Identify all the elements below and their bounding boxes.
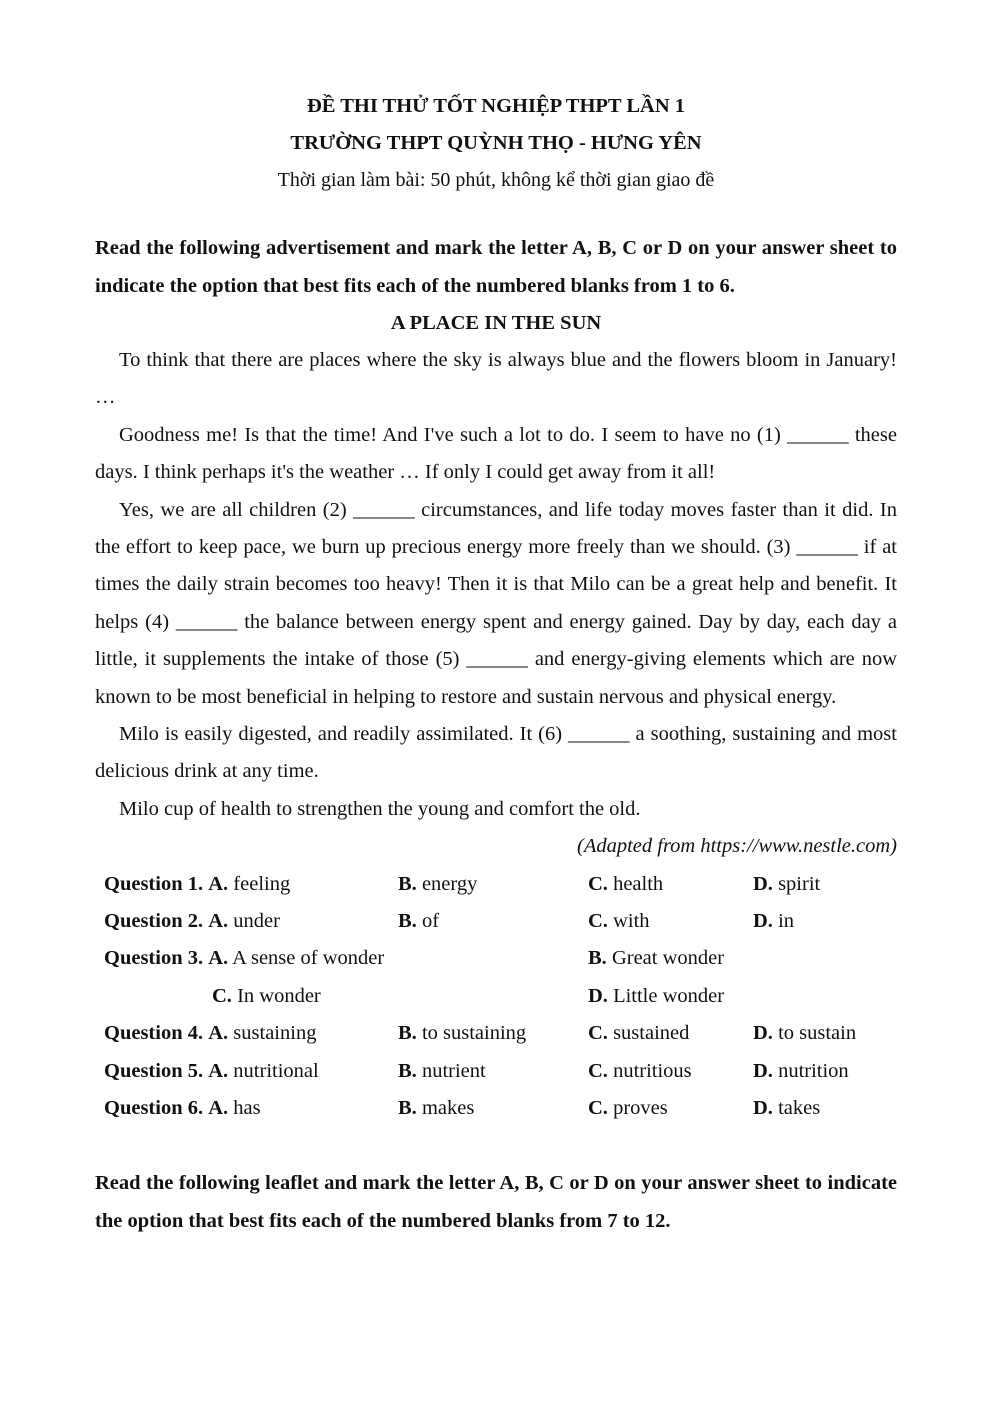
exam-header [95,88,897,199]
option-text: nutritional [233,1059,319,1082]
option-text: in [778,910,795,933]
question-4-option-c[interactable] [588,1015,689,1052]
option-letter: C. [588,1022,608,1045]
question-3-option-c[interactable] [212,978,321,1015]
option-text: has [233,1097,261,1120]
question-3-option-d[interactable] [588,978,724,1015]
passage-title: A PLACE IN THE SUN [390,312,602,334]
option-letter: B. [588,947,607,970]
option-text: takes [778,1097,821,1120]
passage-paragraph: To think that there are places where the sky is always blue and the flowers bloom in January! … [95,349,897,409]
option-text: of [421,910,440,933]
question-2-option-b[interactable] [398,903,439,940]
option-text: sustaining [233,1022,317,1045]
question-4-option-d[interactable] [753,1015,856,1052]
question-label: Question 2. [104,910,204,933]
option-letter: D. [753,872,773,895]
option-text: health [613,872,664,895]
question-row [104,903,897,940]
question-row [104,1053,897,1090]
passage-paragraph: Yes, we are all children (2) ______ circumstances, and life today moves faster than it did. In the effort to keep pace, we burn up precious energy more freely than we should. (3) ______ if at times the daily strain becomes too heavy! Then it is that Milo can be a great help and benefit. It helps (4) ______ the balance between energy spent and energy gained. Day by day, each day a little, it supplements the intake of those (5) ______ and energy-giving elements which are now known to be most beneficial in helping to restore and sustain nervous and physical energy. [95,498,897,708]
exam-title: ĐỀ THI THỬ TỐT NGHIỆP THPT LẦN 1 [306,95,686,117]
passage-paragraph: Goodness me! Is that the time! And I've such a lot to do. I seem to have no (1) ______ these days. I think perhaps it's the weather … If only I could get away from it all! [95,423,897,484]
question-row [104,866,897,903]
school-name: TRƯỜNG THPT QUỲNH THỌ - HƯNG YÊN [290,132,702,154]
question-5-option-a[interactable] [104,1053,319,1090]
exam-page [95,88,897,1240]
option-text: with [613,910,650,933]
option-text: makes [421,1097,475,1120]
question-label: Question 5. [104,1059,204,1082]
question-label: Question 3. [104,947,204,970]
passage-source: (Adapted from https://www.nestle.com) [577,835,897,858]
option-text: Little wonder [613,984,725,1007]
option-letter: D. [753,910,773,933]
passage-paragraph: Milo is easily digested, and readily assimilated. It (6) ______ a soothing, sustaining and most delicious drink at any time. [95,723,897,783]
option-letter: C. [588,872,608,895]
option-letter: B. [398,1097,417,1120]
option-letter: A. [208,1022,229,1045]
option-letter: A. [208,910,229,933]
question-2-option-a[interactable] [104,903,280,940]
option-letter: D. [588,984,608,1007]
option-text: to sustain [778,1022,857,1045]
option-letter: D. [753,1097,773,1120]
option-text: In wonder [237,984,321,1007]
question-1-option-d[interactable] [753,866,820,903]
option-letter: A. [208,1097,229,1120]
question-4-option-a[interactable] [104,1015,316,1052]
option-letter: C. [588,1097,608,1120]
question-label: Question 1. [104,872,204,895]
question-2-option-c[interactable] [588,903,650,940]
option-letter: C. [588,1059,608,1082]
question-3-option-b[interactable] [588,940,724,977]
question-row [104,940,897,977]
option-text: under [233,910,280,933]
question-label: Question 6. [104,1097,204,1120]
option-text: Great wonder [611,947,725,970]
option-text: to sustaining [421,1022,527,1045]
question-row [104,1015,897,1052]
option-letter: B. [398,872,417,895]
question-4-option-b[interactable] [398,1015,526,1052]
question-list [104,866,897,1128]
question-6-option-c[interactable] [588,1090,668,1127]
option-letter: A. [208,1059,229,1082]
question-row [104,1090,897,1127]
section2-instruction: Read the following leaflet and mark the letter A, B, C or D on your answer sheet to indicate the option that best fits each of the numbered blanks from 7 to 12. [95,1172,897,1232]
question-6-option-b[interactable] [398,1090,474,1127]
option-text: energy [421,872,478,895]
option-letter: C. [588,910,608,933]
section1-instruction: Read the following advertisement and mark the letter A, B, C or D on your answer sheet to indicate the option that best fits each of the numbered blanks from 1 to 6. [95,237,897,297]
option-letter: B. [398,910,417,933]
question-6-option-d[interactable] [753,1090,820,1127]
question-5-option-d[interactable] [753,1053,849,1090]
option-letter: D. [753,1059,773,1082]
question-1-option-a[interactable] [104,866,290,903]
option-letter: A. [208,872,229,895]
option-letter: C. [212,984,232,1007]
option-letter: D. [753,1022,773,1045]
question-5-option-c[interactable] [588,1053,692,1090]
option-text: spirit [778,872,821,895]
question-2-option-d[interactable] [753,903,794,940]
option-text: A sense of wonder [232,947,385,970]
option-text: nutritious [613,1059,692,1082]
option-text: nutrient [421,1059,486,1082]
question-1-option-c[interactable] [588,866,663,903]
time-allowed: Thời gian làm bài: 50 phút, không kể thời gian giao đề [277,169,715,191]
option-letter: B. [398,1022,417,1045]
option-text: sustained [613,1022,690,1045]
option-text: feeling [233,872,291,895]
question-6-option-a[interactable] [104,1090,261,1127]
question-label: Question 4. [104,1022,204,1045]
question-5-option-b[interactable] [398,1053,486,1090]
question-1-option-b[interactable] [398,866,477,903]
question-3-option-a[interactable] [104,940,384,977]
option-letter: B. [398,1059,417,1082]
option-letter: A. [208,947,229,970]
option-text: proves [613,1097,668,1120]
passage-paragraph: Milo cup of health to strengthen the young and comfort the old. [119,797,641,820]
option-text: nutrition [778,1059,849,1082]
question-row [104,978,897,1015]
